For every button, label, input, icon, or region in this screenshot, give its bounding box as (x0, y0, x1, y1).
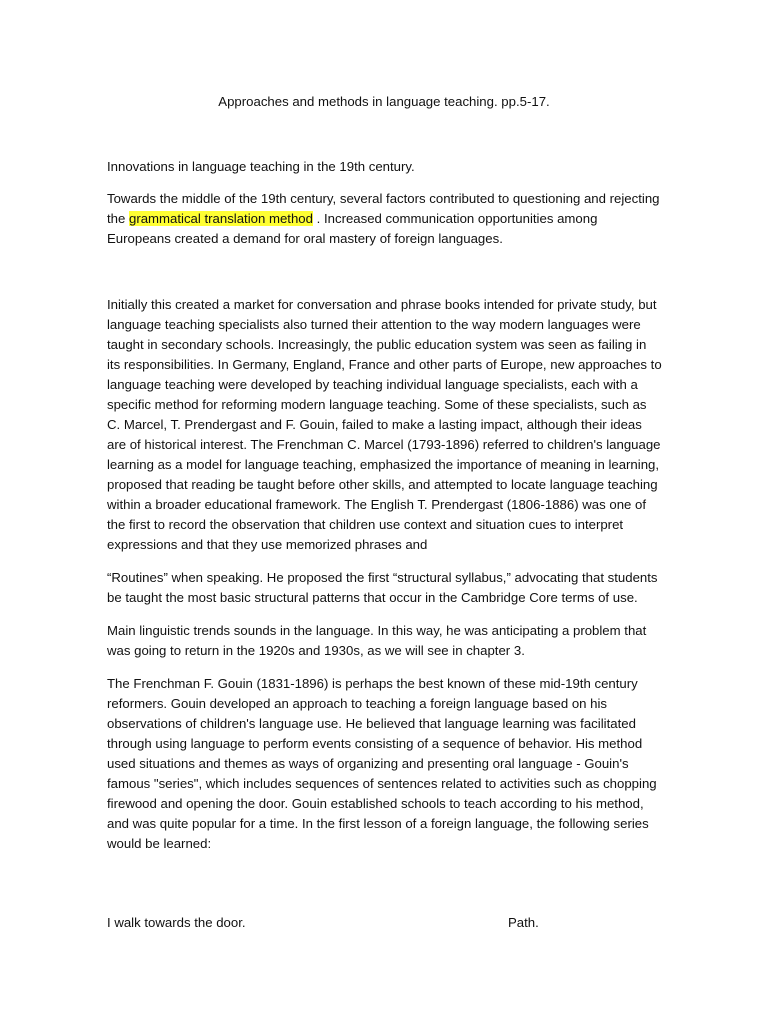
paragraph-3: “Routines” when speaking. He proposed the first “structural syllabus,” advocating that students be taught the most basic structural patterns that occur in the Cambridge Core terms of use. (107, 570, 658, 605)
section-heading: Innovations in language teaching in the 19th century. (107, 159, 415, 174)
highlighted-phrase: grammatical translation method (129, 211, 313, 226)
paragraph-2: Initially this created a market for conversation and phrase books intended for private study, but language teaching specialists also turned their attention to the way modern languages were taught in secondary schools. Increasingly, the public education system was seen as failing in its responsibilities. In Germany, England, France and other parts of Europe, new approaches to language teaching were developed by teaching individual language specialists, each with a specific method for reforming modern language teaching. Some of these specialists, such as C. Marcel, T. Prendergast and F. Gouin, failed to make a lasting impact, although their ideas are of historical interest. The Frenchman C. Marcel (1793-1896) referred to children's language learning as a model for language teaching, emphasized the importance of meaning in learning, proposed that reading be taught before other skills, and attempted to locate language teaching within a broader educational framework. The English T. Prendergast (1806-1886) was one of the first to record the observation that children use context and situation cues to interpret expressions and that they use memorized phrases and (107, 297, 662, 552)
paragraph-5: The Frenchman F. Gouin (1831-1896) is perhaps the best known of these mid-19th century reformers. Gouin developed an approach to teaching a foreign language based on his observations of children's language use. He believed that language learning was facilitated through using language to perform events consisting of a sequence of behavior. His method used situations and themes as ways of organizing and presenting oral language - Gouin's famous "series", which includes sequences of sentences related to activities such as chopping firewood and opening the door. Gouin established schools to teach according to his method, and was quite popular for a time. In the first lesson of a foreign language, the following series would be learned: (107, 676, 657, 851)
paragraph-1-text-after: . Increased communication opportunities among Europeans created a demand for oral mastery of foreign languages. (107, 211, 598, 246)
paragraph-1 (107, 189, 663, 249)
series-gloss: Path. (508, 915, 539, 930)
paragraph-4: Main linguistic trends sounds in the language. In this way, he was anticipating a problem that was going to return in the 1920s and 1930s, as we will see in chapter 3. (107, 623, 647, 658)
document-title: Approaches and methods in language teaching. pp.5-17. (218, 94, 550, 109)
series-sentence: I walk towards the door. (107, 915, 246, 930)
paragraph-1-text-before: Towards the middle of the 19th century, several factors contributed to questioning and rejecting the (107, 191, 660, 226)
